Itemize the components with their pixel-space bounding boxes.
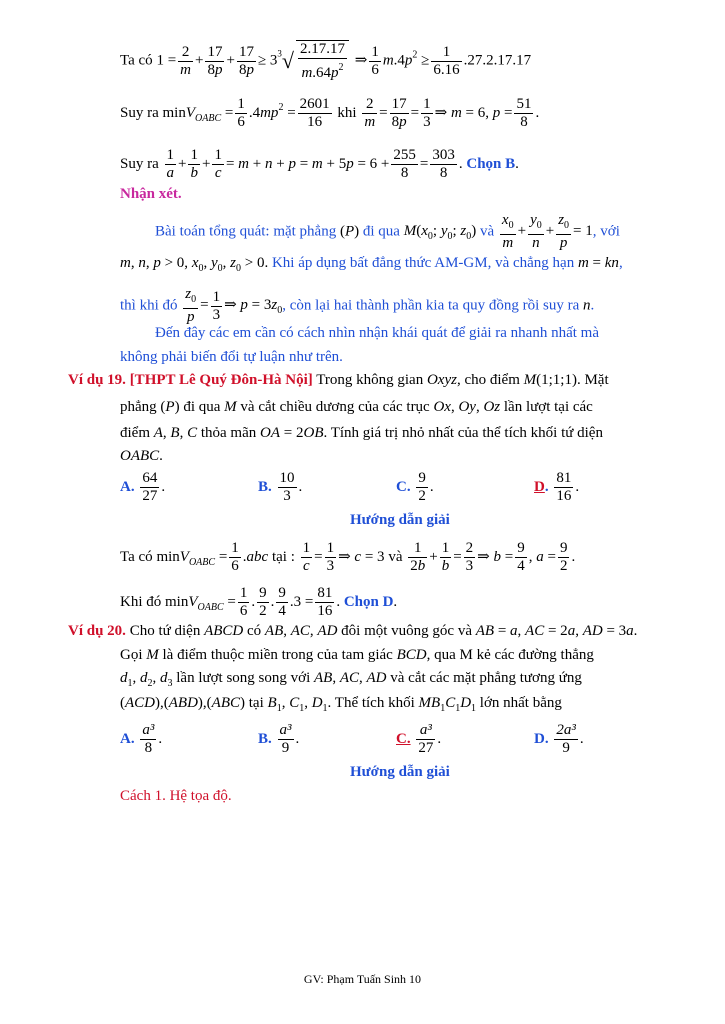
option-den: 2 bbox=[418, 488, 426, 504]
text: và bbox=[388, 548, 403, 565]
option-letter: B. bbox=[258, 730, 272, 747]
ex20-option-c[interactable]: C. $\frac{\text{a³}}{27}$ . bbox=[396, 722, 442, 756]
ex19-solution-2: Khi đó minV$_{OABC}$ = $\frac{1}{6}$ . $\frac{9}{2}$ . $\frac{9}{4}$ .3 = $\frac{81}{16}$ . Chọn D. bbox=[120, 585, 398, 619]
text: . Tính giá trị nhỏ nhất của thể tích khối tứ diện bbox=[323, 425, 603, 441]
remark-line-1: Bài toán tổng quát: mặt phẳng (P) đi qua $M(x_0$; $y_0$; $z_0$) và $\frac{x_0}{m}$ + $\frac{y_0}{n}$ + $\frac{z_0}{p}$ = 1, với bbox=[155, 212, 620, 251]
choose-answer: Chọn B bbox=[466, 155, 516, 172]
option-den: 9 bbox=[562, 740, 570, 756]
page-footer: GV: Phạm Tuấn Sinh 10 bbox=[303, 972, 422, 986]
text: , qua M kẻ các đường thẳng bbox=[426, 647, 594, 663]
example-20-line-4: (ACD),(ABD),(ABC) tại $B_1$, $C_1$, $D_1$. Thể tích khối $MB_1C_1D_1$ lớn nhất bằng bbox=[120, 695, 562, 714]
option-num: 2a³ bbox=[556, 722, 576, 738]
text: phẳng bbox=[120, 399, 157, 415]
text: khi bbox=[337, 104, 357, 121]
text: Suy ra bbox=[120, 104, 159, 121]
text: Khi áp dụng bất đẳng thức AM-GM, và chẳng hạn bbox=[271, 255, 575, 271]
text: . Mặt bbox=[576, 372, 609, 388]
option-letter: C. bbox=[396, 478, 411, 495]
example-20-line-2: Gọi M là điểm thuộc miền trong của tam giác BCD, qua M kẻ các đường thẳng bbox=[120, 647, 594, 663]
ex19-option-d[interactable]: D. $\frac{81}{16}$ . bbox=[534, 470, 580, 504]
option-den: 8 bbox=[144, 740, 153, 756]
text: Cho tứ diện bbox=[129, 623, 201, 639]
ex19-option-c[interactable]: C. $\frac{9}{2}$ . bbox=[396, 470, 434, 504]
text: lớn nhất bằng bbox=[479, 695, 562, 711]
option-den: 16 bbox=[556, 488, 572, 504]
option-num: a³ bbox=[416, 722, 435, 740]
option-letter: D bbox=[534, 478, 545, 495]
text: Khi đó bbox=[120, 593, 162, 610]
ex19-option-a[interactable]: A. $\frac{64}{27}$ . bbox=[120, 470, 166, 504]
option-num: a³ bbox=[142, 722, 155, 738]
option-num: 9 bbox=[418, 470, 426, 486]
ex20-guide-heading: Hướng dẫn giải bbox=[350, 764, 450, 780]
text: là điểm thuộc miền trong của tam giác bbox=[162, 647, 393, 663]
example-label: Ví dụ 20. bbox=[68, 623, 126, 639]
example-19-line-3: điểm A, B, C thỏa mãn OA = 2OB. Tính giá trị nhỏ nhất của thể tích khối tứ diện bbox=[120, 425, 603, 441]
text: . Thể tích khối bbox=[327, 695, 415, 711]
text: Trong không gian bbox=[316, 372, 424, 388]
option-den: 9 bbox=[281, 740, 290, 756]
text: đi qua bbox=[183, 399, 221, 415]
example-label: Ví dụ 19. bbox=[68, 372, 126, 388]
text: lần lượt song song với bbox=[176, 670, 311, 686]
text: tại bbox=[248, 695, 264, 711]
example-19-line-4: OABC. bbox=[120, 448, 163, 464]
text: tại : bbox=[271, 548, 295, 565]
option-den: 27 bbox=[418, 740, 434, 756]
text: , với bbox=[592, 223, 620, 240]
text: có bbox=[247, 623, 262, 639]
remark-line-5: không phải biến đổi tự luận như trên. bbox=[120, 349, 343, 365]
solution-line-3: Suy ra $\frac{1}{a}$ + $\frac{1}{b}$ + $\frac{1}{c}$ = m + n + p = m + 5p = 6 + $\frac{255}{8}$ = $\frac{303}{8}$ . Chọn B. bbox=[120, 147, 519, 181]
ex20-option-b[interactable]: B. $\frac{\text{a³}}{9}$ . bbox=[258, 722, 300, 756]
text: đôi một vuông góc và bbox=[341, 623, 472, 639]
remark-line-3: thì khi đó $\frac{z_0}{p}$ = $\frac{1}{3}$ ⇒ $p = 3z_0$, còn lại hai thành phần kia ta quy đồng rồi suy ra n. bbox=[120, 286, 595, 325]
option-letter: D. bbox=[534, 730, 549, 747]
option-den: 3 bbox=[283, 488, 291, 504]
text: và bbox=[480, 223, 495, 240]
remark-line-2: m, n, p > 0, $x_0$, $y_0$, $z_0 > 0$. Khi áp dụng bất đẳng thức AM-GM, và chẳng hạn m = kn, bbox=[120, 255, 623, 274]
option-letter: C. bbox=[396, 730, 411, 747]
text: Gọi bbox=[120, 647, 143, 663]
example-20-line-3: $d_1$, $d_2$, $d_3$ lần lượt song song với AB, AC, AD và cắt các mặt phẳng tương ứng bbox=[120, 670, 582, 689]
text: OABC bbox=[120, 448, 160, 464]
ex20-option-a[interactable]: A. $\frac{\text{a³}}{8}$ . bbox=[120, 722, 163, 756]
text: Ta có bbox=[120, 52, 153, 69]
text: điểm bbox=[120, 425, 150, 441]
option-num: 10 bbox=[279, 470, 295, 486]
remark-line-4: Đến đây các em cần có cách nhìn nhận khái quát để giải ra nhanh nhất mà bbox=[155, 325, 599, 341]
example-source: [THPT Lê Quý Đôn-Hà Nội] bbox=[129, 372, 313, 388]
example-19-line-1: Ví dụ 19. [THPT Lê Quý Đôn-Hà Nội] Trong không gian Oxyz, cho điểm M(1;1;1). Mặt bbox=[68, 372, 609, 388]
option-num: 81 bbox=[556, 470, 572, 486]
solution-line-1: Ta có 1 = $\frac{2}{m}$ + $\frac{17}{8p}$ + $\frac{17}{8p}$ ≥ $3^3√$ $\frac{2.17.17}{m.64p^2}$ ⇒ $\frac{1}{6}$ $m.4p^2$ ≥ $\frac{1}{6.16}$ .27.2.17.17 bbox=[120, 41, 532, 81]
choose-answer: Chọn D bbox=[343, 593, 394, 610]
text: và cắt các mặt phẳng tương ứng bbox=[390, 670, 582, 686]
text: thì khi đó bbox=[120, 297, 178, 314]
text: lần lượt tại các bbox=[503, 399, 593, 415]
text: , cho điểm bbox=[456, 372, 520, 388]
option-den: 27 bbox=[142, 488, 158, 504]
option-num: 64 bbox=[142, 470, 158, 486]
ex19-option-b[interactable]: B. $\frac{10}{3}$ . bbox=[258, 470, 303, 504]
option-letter: B. bbox=[258, 478, 272, 495]
ex20-method: Cách 1. Hệ tọa độ. bbox=[120, 788, 232, 804]
solution-line-2: Suy ra minV$_{OABC}$ = $\frac{1}{6}$ $.4mp^2$ = $\frac{2601}{16}$ khi $\frac{2}{m}$ = $\frac{17}{8p}$ = $\frac{1}{3}$ ⇒ m = 6, p = $\frac{51}{8}$ . bbox=[120, 96, 540, 130]
text: Bài toán tổng quát: mặt phẳng bbox=[155, 223, 337, 240]
remark-title: Nhận xét. bbox=[120, 186, 182, 202]
ex19-guide-heading: Hướng dẫn giải bbox=[350, 512, 450, 528]
ex20-option-d[interactable]: D. $\frac{\text{2a³}}{9}$ . bbox=[534, 722, 584, 756]
text: đi qua bbox=[362, 223, 400, 240]
text: , còn lại hai thành phần kia ta quy đồng rồi suy ra bbox=[282, 297, 580, 314]
text: và cắt chiều dương của các trục bbox=[240, 399, 430, 415]
text: Ta có bbox=[120, 548, 153, 565]
example-20-line-1: Ví dụ 20. Cho tứ diện ABCD có AB, AC, AD đôi một vuông góc và AB = a, AC = 2a, AD = 3a. bbox=[68, 623, 638, 639]
option-num: a³ bbox=[279, 722, 292, 738]
option-letter: A. bbox=[120, 478, 135, 495]
option-letter: A. bbox=[120, 730, 135, 747]
text: thỏa mãn bbox=[200, 425, 257, 441]
text: Suy ra bbox=[120, 155, 159, 172]
example-19-line-2: phẳng (P) đi qua M và cắt chiều dương của các trục Ox, Oy, Oz lần lượt tại các bbox=[120, 399, 593, 415]
ex19-solution-1: Ta có minV$_{OABC}$ = $\frac{1}{6}$ .abc tại : $\frac{1}{c}$ = $\frac{1}{3}$ ⇒ c = 3 và $\frac{1}{2b}$ + $\frac{1}{b}$ = $\frac{2}{3}$ ⇒ b = $\frac{9}{4}$ , a = $\frac{9}{2}$ . bbox=[120, 540, 576, 574]
